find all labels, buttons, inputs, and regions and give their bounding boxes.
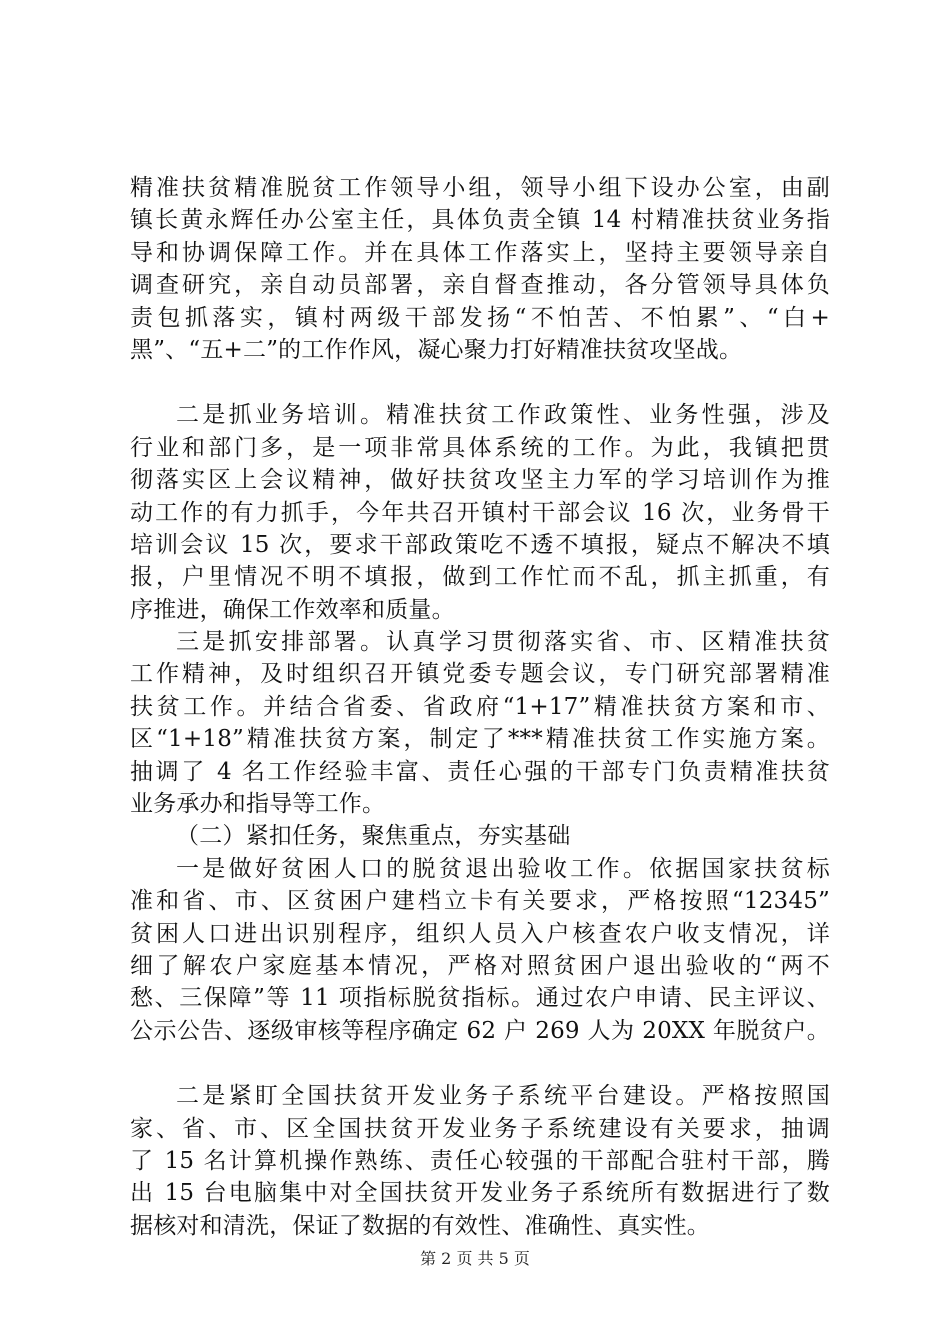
text-line: 精准扶贫精准脱贫工作领导小组，领导小组下设办公室，由副: [130, 175, 830, 201]
text-line: 区“1+18”精准扶贫方案，制定了***精准扶贫工作实施方案。: [130, 726, 830, 753]
text-line: 二是抓业务培训。精准扶贫工作政策性、业务性强，涉及: [176, 402, 830, 429]
text-line: 动工作的有力抓手，今年共召开镇村干部会议 16 次，业务骨干: [130, 499, 830, 526]
text-line: 黑”、“五+二”的工作作风，凝心聚力打好精准扶贫攻坚战。: [130, 336, 743, 363]
text-line: 培训会议 15 次，要求干部政策吃不透不填报，疑点不解决不填: [130, 531, 830, 558]
text-line: 据核对和清洗，保证了数据的有效性、准确性、真实性。: [130, 1212, 710, 1239]
text-line: 彻落实区上会议精神，做好扶贫攻坚主力军的学习培训作为推: [130, 467, 830, 494]
text-line: 调查研究，亲自动员部署，亲自督查推动，各分管领导具体负: [130, 272, 830, 299]
text-line: 镇长黄永辉任办公室主任，具体负责全镇 14 村精准扶贫业务指: [130, 207, 830, 234]
text-line: 报，户里情况不明不填报，做到工作忙而不乱，抓主抓重，有: [130, 564, 830, 591]
text-line: 愁、三保障”等 11 项指标脱贫指标。通过农户申请、民主评议、: [130, 985, 830, 1012]
text-line: 责包抓落实，镇村两级干部发扬“不怕苦、不怕累”、“白+: [130, 304, 830, 331]
text-line: 公示公告、逐级审核等程序确定 62 户 269 人为 20XX 年脱贫户。: [130, 1017, 830, 1044]
text-line: 了 15 名计算机操作熟练、责任心较强的干部配合驻村干部，腾: [130, 1147, 830, 1174]
text-line: 出 15 台电脑集中对全国扶贫开发业务子系统所有数据进行了数: [130, 1180, 830, 1207]
text-line: 准和省、市、区贫困户建档立卡有关要求，严格按照“12345”: [130, 888, 830, 915]
text-line: 业务承办和指导等工作。: [130, 791, 386, 818]
text-line: 导和协调保障工作。并在具体工作落实上，坚持主要领导亲自: [130, 239, 830, 266]
text-line: 三是抓安排部署。认真学习贯彻落实省、市、区精准扶贫: [176, 629, 830, 656]
text-line: 扶贫工作。并结合省委、省政府“1+17”精准扶贫方案和市、: [130, 693, 830, 720]
text-line: 序推进，确保工作效率和质量。: [130, 596, 455, 623]
text-line: 一是做好贫困人口的脱贫退出验收工作。依据国家扶贫标: [176, 855, 830, 882]
text-line: 贫困人口进出识别程序，组织人员入户核查农户收支情况，详: [130, 920, 830, 947]
document-body: [130, 172, 830, 1242]
paragraph-leadership-group: [130, 172, 830, 366]
text-line: 工作精神，及时组织召开镇党委专题会议，专门研究部署精准: [130, 661, 830, 688]
paragraph-deployment: [130, 626, 830, 820]
paragraph-spacer: [130, 366, 830, 399]
paragraph-poverty-exit: [130, 853, 830, 1047]
text-line: 抽调了 4 名工作经验丰富、责任心强的干部专门负责精准扶贫: [130, 758, 830, 785]
text-line: 家、省、市、区全国扶贫开发业务子系统建设有关要求，抽调: [130, 1115, 830, 1142]
text-line: 细了解农户家庭基本情况，严格对照贫困户退出验收的“两不: [130, 952, 830, 979]
page-number: 第 2 页 共 5 页: [420, 1249, 530, 1268]
paragraph-business-training: [130, 399, 830, 626]
text-line: 二是紧盯全国扶贫开发业务子系统平台建设。严格按照国: [176, 1083, 830, 1110]
paragraph-subsystem-platform: [130, 1080, 830, 1242]
section-heading: （二）紧扣任务，聚焦重点，夯实基础: [176, 823, 571, 850]
text-line: 行业和部门多，是一项非常具体系统的工作。为此，我镇把贯: [130, 434, 830, 461]
paragraph-spacer: [130, 1047, 830, 1080]
